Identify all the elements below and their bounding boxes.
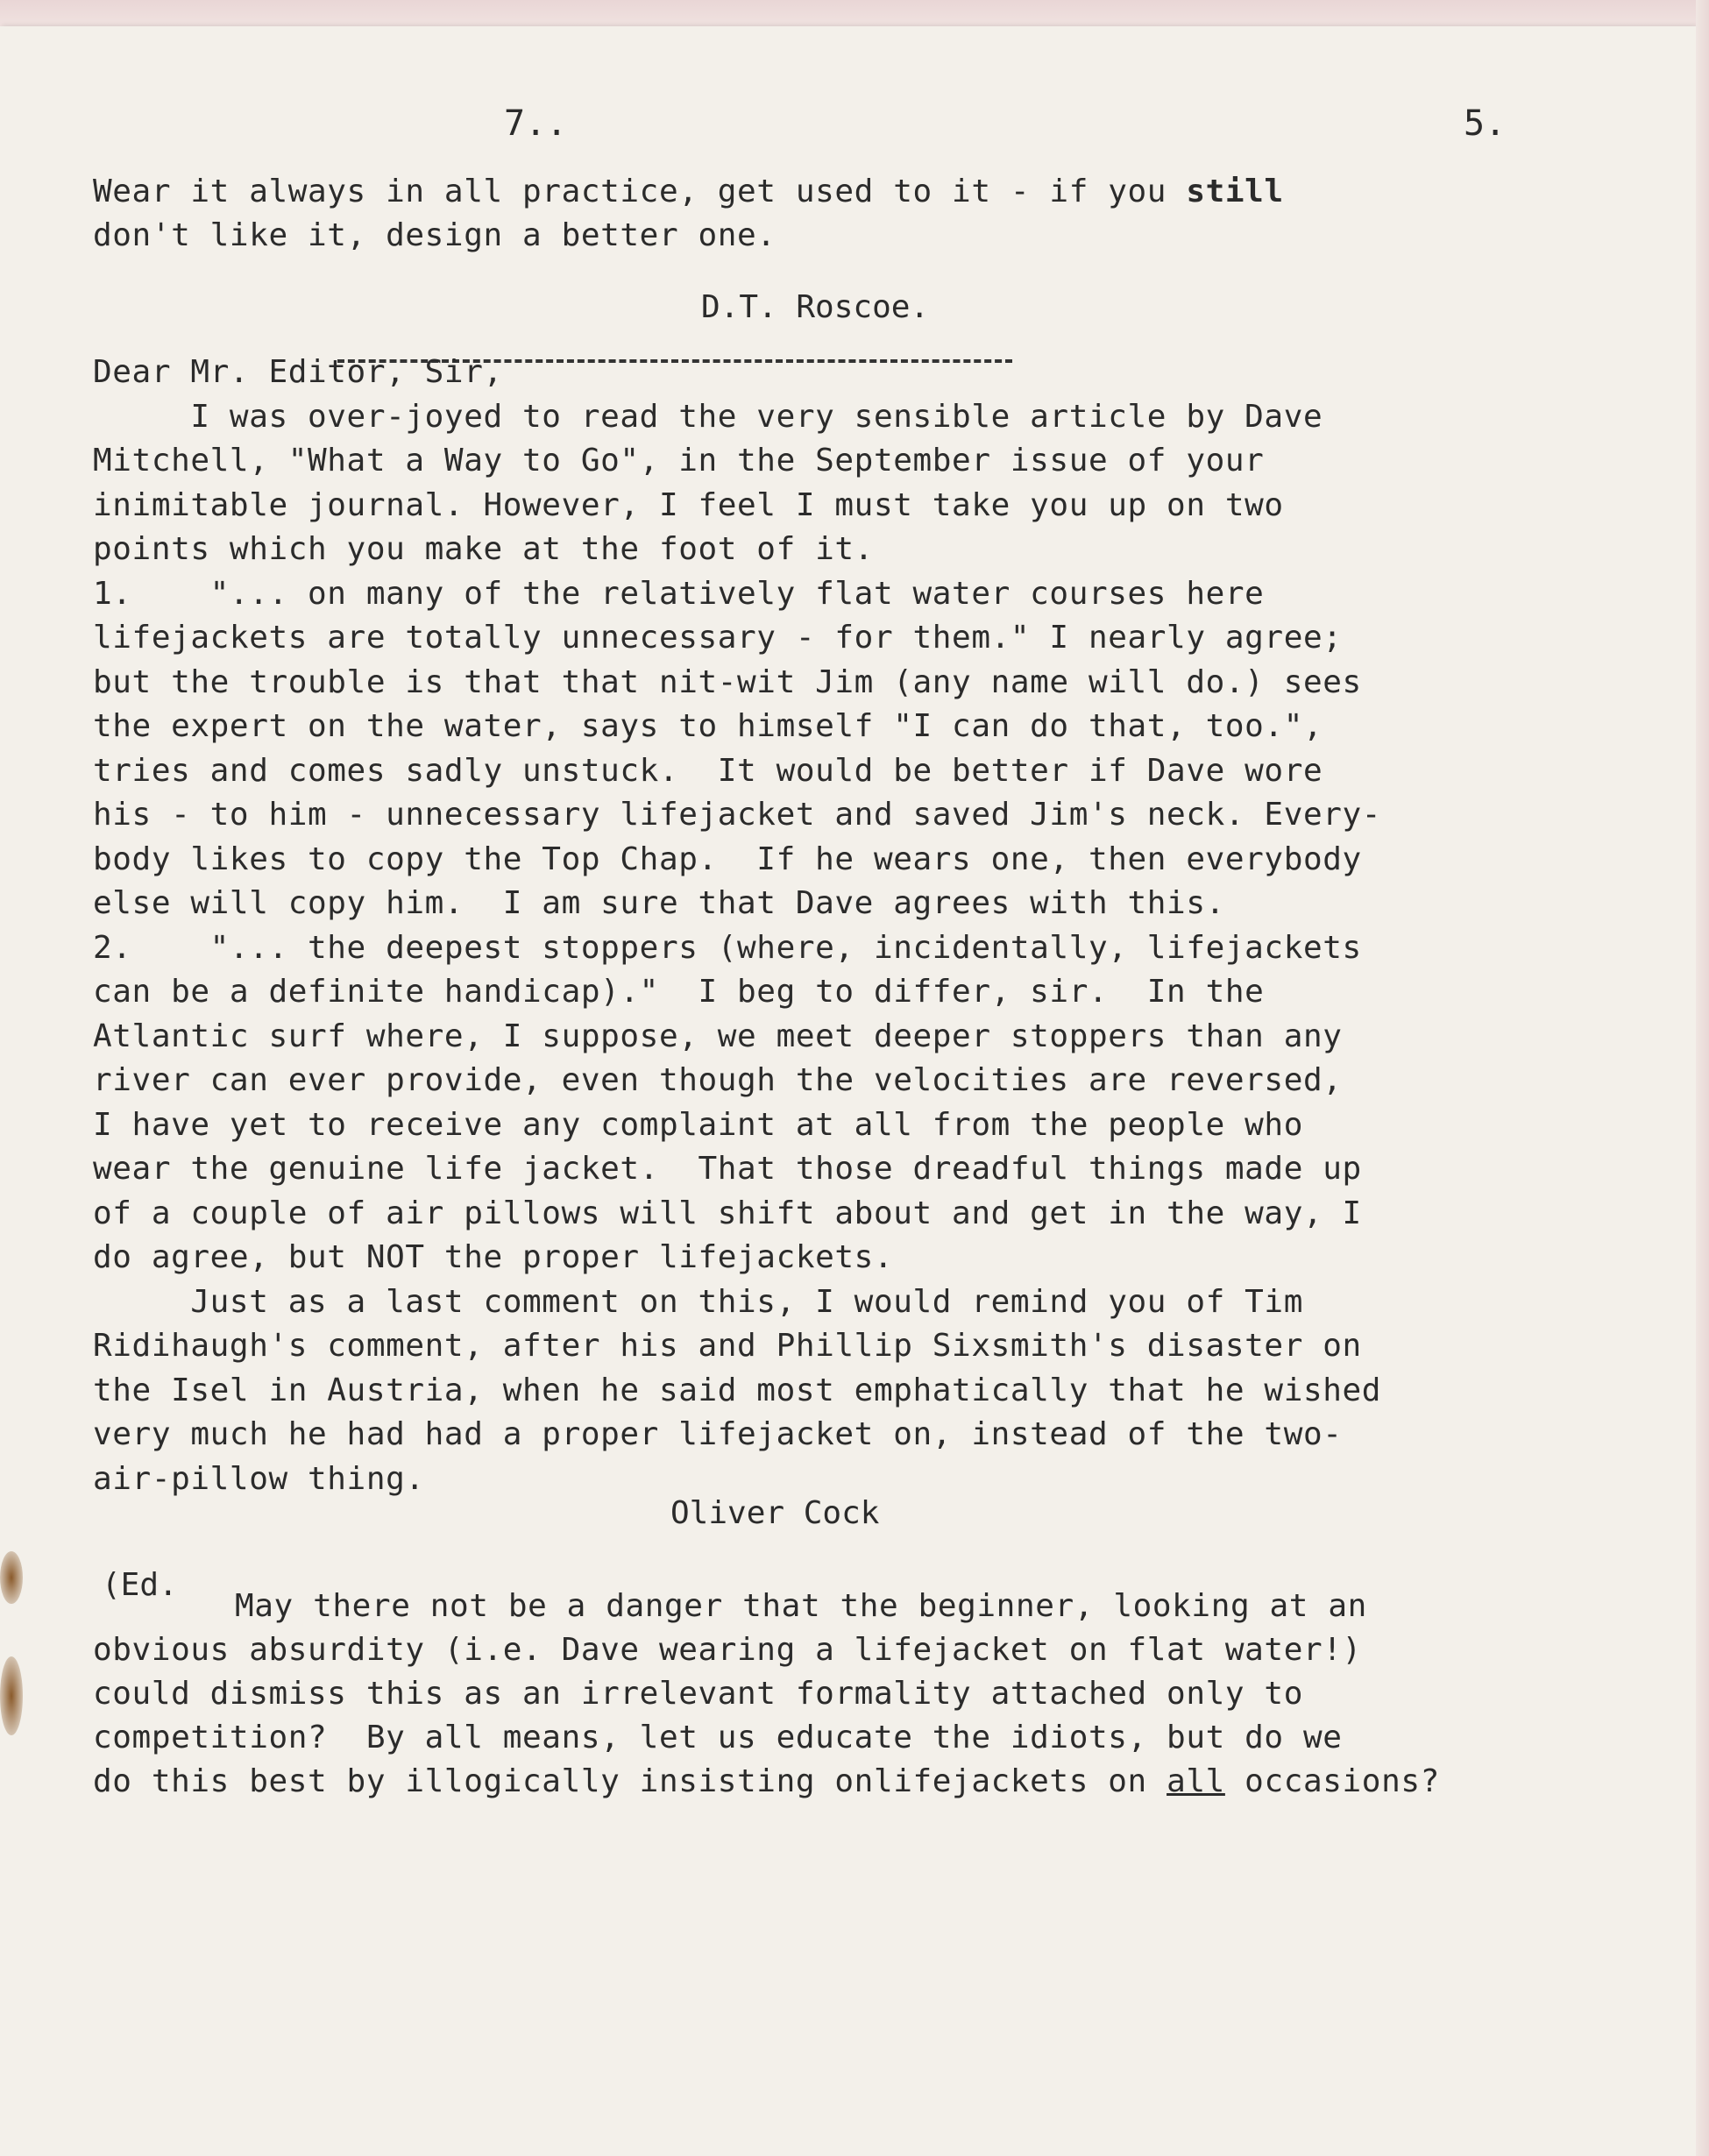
letter1-line-1-text: Wear it always in all practice, get used to it - if you (93, 174, 1187, 209)
letter2-line: else will copy him. I am sure that Dave agrees with this. (93, 885, 1225, 921)
editor-note-prefix: (Ed. (102, 1567, 178, 1603)
letter2-line: but the trouble is that that nit-wit Jim (any name will do.) sees (93, 664, 1362, 700)
editor-note-last-text: do this best by illogically insisting onlifejackets on (93, 1763, 1167, 1799)
editor-note-last-line (93, 1763, 1440, 1799)
letter2-line: points which you make at the foot of it. (93, 531, 874, 567)
editor-note-last-end: occasions? (1224, 1763, 1440, 1799)
letter2-line: his - to him - unnecessary lifejacket and saved Jim's neck. Every- (93, 797, 1382, 833)
page-number-right: 5. (1464, 103, 1507, 144)
page-number-left: 7.. (504, 103, 568, 144)
letter1-line-2: don't like it, design a better one. (93, 217, 776, 253)
editor-note-line: obvious absurdity (i.e. Dave wearing a lifejacket on flat water!) (93, 1632, 1362, 1668)
letter2-line: can be a definite handicap)." I beg to differ, sir. In the (93, 974, 1265, 1010)
letter2-line: 1. "... on many of the relatively flat water courses here (93, 576, 1265, 612)
letter2-line: tries and comes sadly unstuck. It would be better if Dave wore (93, 753, 1323, 789)
page-right-edge (1696, 0, 1709, 2156)
page-top-edge (0, 0, 1709, 26)
letter2-line: Just as a last comment on this, I would remind you of Tim (93, 1284, 1303, 1320)
letter2-signature: Oliver Cock (670, 1495, 880, 1531)
letter2-line: very much he had had a proper lifejacket on, instead of the two- (93, 1416, 1343, 1452)
letter1-line-1 (93, 174, 1284, 209)
letter2-line: Mitchell, "What a Way to Go", in the September issue of your (93, 443, 1265, 479)
letter2-line: river can ever provide, even though the velocities are reversed, (93, 1062, 1343, 1098)
letter1-line-1-bold: still (1186, 174, 1284, 209)
letter2-line: the Isel in Austria, when he said most emphatically that he wished (93, 1372, 1382, 1408)
editor-note-line: competition? By all means, let us educate the idiots, but do we (93, 1720, 1343, 1755)
letter2-line: inimitable journal. However, I feel I must take you up on two (93, 487, 1284, 523)
letter2-line: I have yet to receive any complaint at all from the people who (93, 1107, 1303, 1143)
letter2-line: lifejackets are totally unnecessary - for them." I nearly agree; (93, 620, 1343, 656)
letter2-line: 2. "... the deepest stoppers (where, incidentally, lifejackets (93, 930, 1362, 966)
editor-note-line: could dismiss this as an irrelevant formality attached only to (93, 1676, 1303, 1712)
letter2-line: Atlantic surf where, I suppose, we meet deeper stoppers than any (93, 1018, 1343, 1054)
letter2-line: the expert on the water, says to himself "I can do that, too.", (93, 708, 1323, 744)
editor-note-underlined-word: all (1167, 1763, 1225, 1799)
editor-note-line: May there not be a danger that the beginner, looking at an (235, 1588, 1367, 1624)
letter2-line: of a couple of air pillows will shift about and get in the way, I (93, 1195, 1362, 1231)
letter2-line: wear the genuine life jacket. That those dreadful things made up (93, 1151, 1362, 1187)
rust-stain-bottom (0, 1656, 23, 1735)
letter2-salutation: Dear Mr. Editor, Sir, (93, 354, 503, 390)
letter2-line: body likes to copy the Top Chap. If he wears one, then everybody (93, 841, 1362, 877)
letter1-signature: D.T. Roscoe. (701, 289, 930, 325)
letter2-line: Ridihaugh's comment, after his and Phillip Sixsmith's disaster on (93, 1328, 1362, 1364)
letter2-line: air-pillow thing. (93, 1461, 425, 1497)
letter2-line: do agree, but NOT the proper lifejackets. (93, 1239, 894, 1275)
rust-stain-top (0, 1551, 23, 1604)
letter2-line: I was over-joyed to read the very sensible article by Dave (93, 399, 1323, 435)
